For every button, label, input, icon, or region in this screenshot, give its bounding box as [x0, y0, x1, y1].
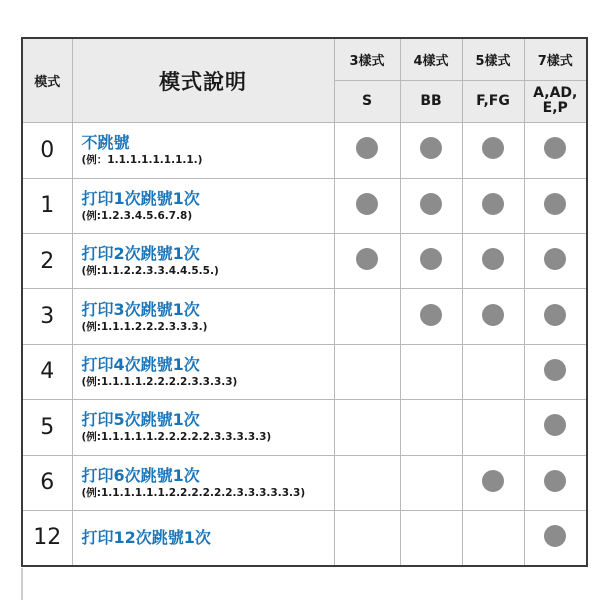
- support-cell: [462, 178, 524, 233]
- support-dot-icon: [356, 248, 378, 270]
- support-cell: [334, 123, 400, 178]
- support-cell: [400, 344, 462, 399]
- mode-title: 打印2次跳號1次: [81, 244, 200, 264]
- support-cell: [400, 510, 462, 566]
- support-cell: [462, 344, 524, 399]
- support-cell: [400, 178, 462, 233]
- header-description: 模式說明: [72, 38, 334, 123]
- support-cell: [524, 455, 587, 510]
- mode-example: (例:1.1.1.1.2.2.2.2.3.3.3.3): [81, 375, 238, 388]
- mode-description: [72, 344, 334, 399]
- mode-number: 12: [22, 510, 72, 566]
- mode-description: [72, 455, 334, 510]
- support-dot-icon: [544, 359, 566, 381]
- header-code-4: BB: [400, 80, 462, 122]
- support-cell: [334, 233, 400, 288]
- support-cell: [524, 510, 587, 566]
- header-mode: 模式: [22, 38, 72, 123]
- mode-description: [72, 178, 334, 233]
- mode-description: [72, 123, 334, 178]
- support-cell: [524, 123, 587, 178]
- mode-description: [72, 400, 334, 455]
- support-dot-icon: [544, 137, 566, 159]
- support-cell: [462, 289, 524, 344]
- support-cell: [400, 455, 462, 510]
- header-style-7: 7樣式: [524, 38, 587, 80]
- support-cell: [400, 400, 462, 455]
- support-cell: [524, 178, 587, 233]
- table-row: [22, 510, 587, 566]
- support-cell: [462, 233, 524, 288]
- support-cell: [334, 455, 400, 510]
- support-cell: [462, 400, 524, 455]
- support-dot-icon: [544, 248, 566, 270]
- support-cell: [524, 344, 587, 399]
- support-dot-icon: [544, 414, 566, 436]
- mode-description: [72, 289, 334, 344]
- support-cell: [334, 510, 400, 566]
- mode-title: 打印6次跳號1次: [81, 465, 200, 485]
- support-dot-icon: [544, 193, 566, 215]
- support-cell: [334, 289, 400, 344]
- mode-example: (例:1.2.3.4.5.6.7.8): [81, 209, 193, 222]
- page-edge-line: [21, 568, 23, 600]
- mode-title: 打印5次跳號1次: [81, 410, 200, 430]
- support-dot-icon: [482, 470, 504, 492]
- mode-number: 4: [22, 344, 72, 399]
- header-style-4: 4樣式: [400, 38, 462, 80]
- support-dot-icon: [356, 193, 378, 215]
- jump-mode-table: [21, 37, 588, 567]
- mode-example: (例:1.1.2.2.3.3.4.4.5.5.): [81, 265, 219, 278]
- support-cell: [524, 289, 587, 344]
- mode-title: 打印3次跳號1次: [81, 299, 200, 319]
- mode-title: 打印4次跳號1次: [81, 354, 200, 374]
- header-code-7: A,AD, E,P: [524, 80, 587, 122]
- support-dot-icon: [544, 470, 566, 492]
- support-dot-icon: [420, 248, 442, 270]
- support-cell: [334, 344, 400, 399]
- support-cell: [334, 400, 400, 455]
- mode-example: (例：1.1.1.1.1.1.1.1.): [81, 154, 203, 167]
- table-row: [22, 400, 587, 455]
- support-cell: [462, 455, 524, 510]
- header-code-3: S: [334, 80, 400, 122]
- header-code-5: F,FG: [462, 80, 524, 122]
- support-cell: [524, 400, 587, 455]
- table-row: [22, 289, 587, 344]
- header-style-5: 5樣式: [462, 38, 524, 80]
- support-dot-icon: [420, 137, 442, 159]
- mode-example: (例:1.1.1.1.1.2.2.2.2.2.3.3.3.3.3): [81, 431, 272, 444]
- mode-title: 打印1次跳號1次: [81, 188, 200, 208]
- table-row: [22, 233, 587, 288]
- mode-example: (例:1.1.1.1.1.1.2.2.2.2.2.2.3.3.3.3.3.3): [81, 486, 306, 499]
- mode-description: [72, 510, 334, 566]
- support-dot-icon: [482, 193, 504, 215]
- mode-example: (例:1.1.1.2.2.2.3.3.3.): [81, 320, 208, 333]
- header-style-3: 3樣式: [334, 38, 400, 80]
- support-cell: [400, 233, 462, 288]
- support-dot-icon: [544, 525, 566, 547]
- mode-number: 2: [22, 233, 72, 288]
- support-dot-icon: [544, 304, 566, 326]
- support-cell: [400, 289, 462, 344]
- mode-description: [72, 233, 334, 288]
- support-dot-icon: [420, 304, 442, 326]
- mode-number: 0: [22, 123, 72, 178]
- support-dot-icon: [356, 137, 378, 159]
- table-row: [22, 344, 587, 399]
- mode-number: 6: [22, 455, 72, 510]
- support-dot-icon: [482, 248, 504, 270]
- mode-number: 1: [22, 178, 72, 233]
- support-dot-icon: [482, 304, 504, 326]
- support-cell: [334, 178, 400, 233]
- support-dot-icon: [420, 193, 442, 215]
- table-row: [22, 455, 587, 510]
- support-cell: [462, 510, 524, 566]
- table-row: [22, 178, 587, 233]
- support-cell: [462, 123, 524, 178]
- table-row: [22, 123, 587, 178]
- mode-title: 不跳號: [81, 133, 130, 153]
- mode-number: 5: [22, 400, 72, 455]
- mode-title: 打印12次跳號1次: [81, 527, 211, 547]
- support-cell: [400, 123, 462, 178]
- support-dot-icon: [482, 137, 504, 159]
- support-cell: [524, 233, 587, 288]
- mode-number: 3: [22, 289, 72, 344]
